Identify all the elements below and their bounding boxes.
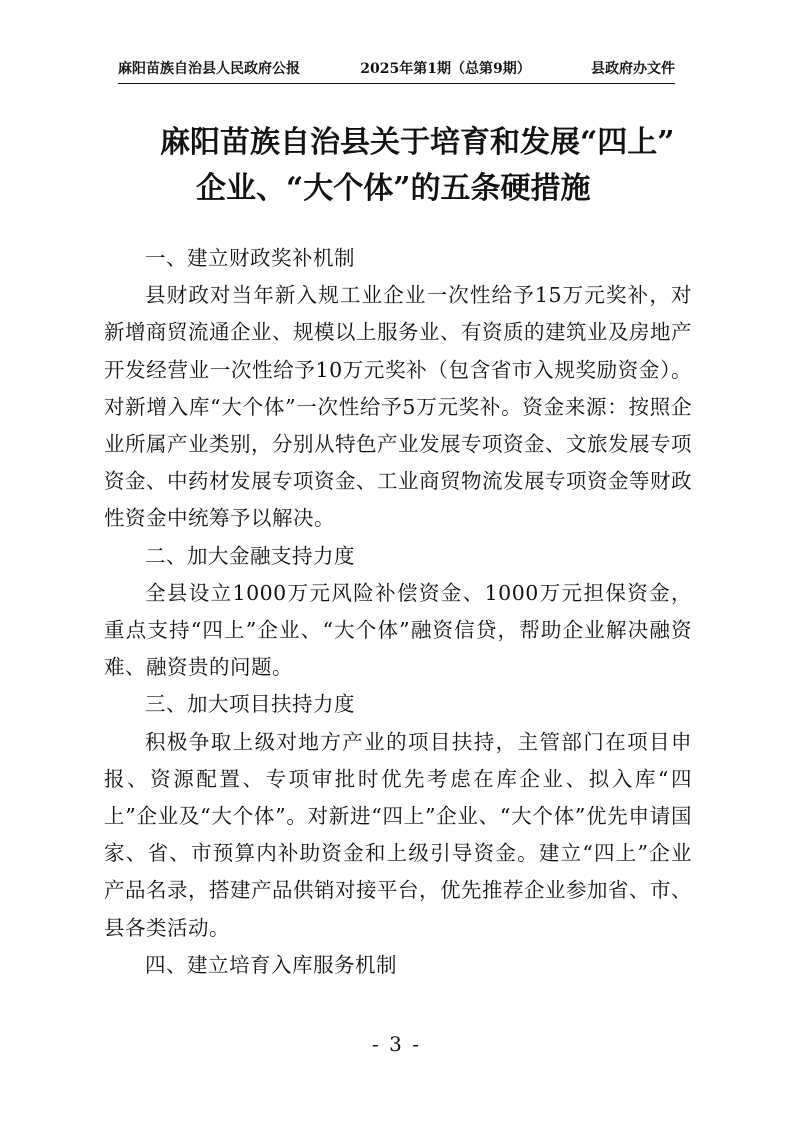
section-paragraph: 全县设立1000万元风险补偿资金、1000万元担保资金，重点支持“四上”企业、“大个体”融资信贷，帮助企业解决融资难、融资贵的问题。 xyxy=(104,580,692,680)
title-line-2: 企业、“大个体”的五条硬措施 xyxy=(196,171,591,206)
section-heading: 三、加大项目扶持力度 xyxy=(145,692,355,717)
section-paragraph: 县财政对当年新入规工业企业一次性给予15万元奖补，对新增商贸流通企业、规模以上服务业、有资质的建筑业及房地产开发经营业一次性给予10万元奖补（包含省市入规奖励资金）。对新增入库“大个体”一次性给予5万元奖补。资金来源：按照企业所属产业类别，分别从特色产业发展专项资金、文旅发展专项资金、中药材发展专项资金、工业商贸物流发展专项资金等财政性资金中统筹予以解决。 xyxy=(104,283,692,531)
section-heading: 二、加大金融支持力度 xyxy=(145,543,355,568)
document-body xyxy=(104,240,692,984)
title-line-1: 麻阳苗族自治县关于培育和发展“四上” xyxy=(160,125,675,160)
section-heading: 一、建立财政奖补机制 xyxy=(145,246,355,270)
header-category: 县政府办文件 xyxy=(590,61,675,77)
page-number: - 3 - xyxy=(372,1032,421,1056)
document-title xyxy=(0,120,793,212)
header-rule xyxy=(118,83,675,84)
section-heading: 四、建立培育入库服务机制 xyxy=(145,952,397,977)
header-publication: 麻阳苗族自治县人民政府公报 xyxy=(118,61,300,77)
running-header xyxy=(118,58,675,78)
header-issue: 2025年第1期（总第9期） xyxy=(360,61,531,77)
section-paragraph: 积极争取上级对地方产业的项目扶持，主管部门在项目申报、资源配置、专项审批时优先考虑在库企业、拟入库“四上”企业及“大个体”。对新进“四上”企业、“大个体”优先申请国家、省、市预算内补助资金和上级引导资金。建立“四上”企业产品名录，搭建产品供销对接平台，优先推荐企业参加省、市、县各类活动。 xyxy=(104,729,692,940)
